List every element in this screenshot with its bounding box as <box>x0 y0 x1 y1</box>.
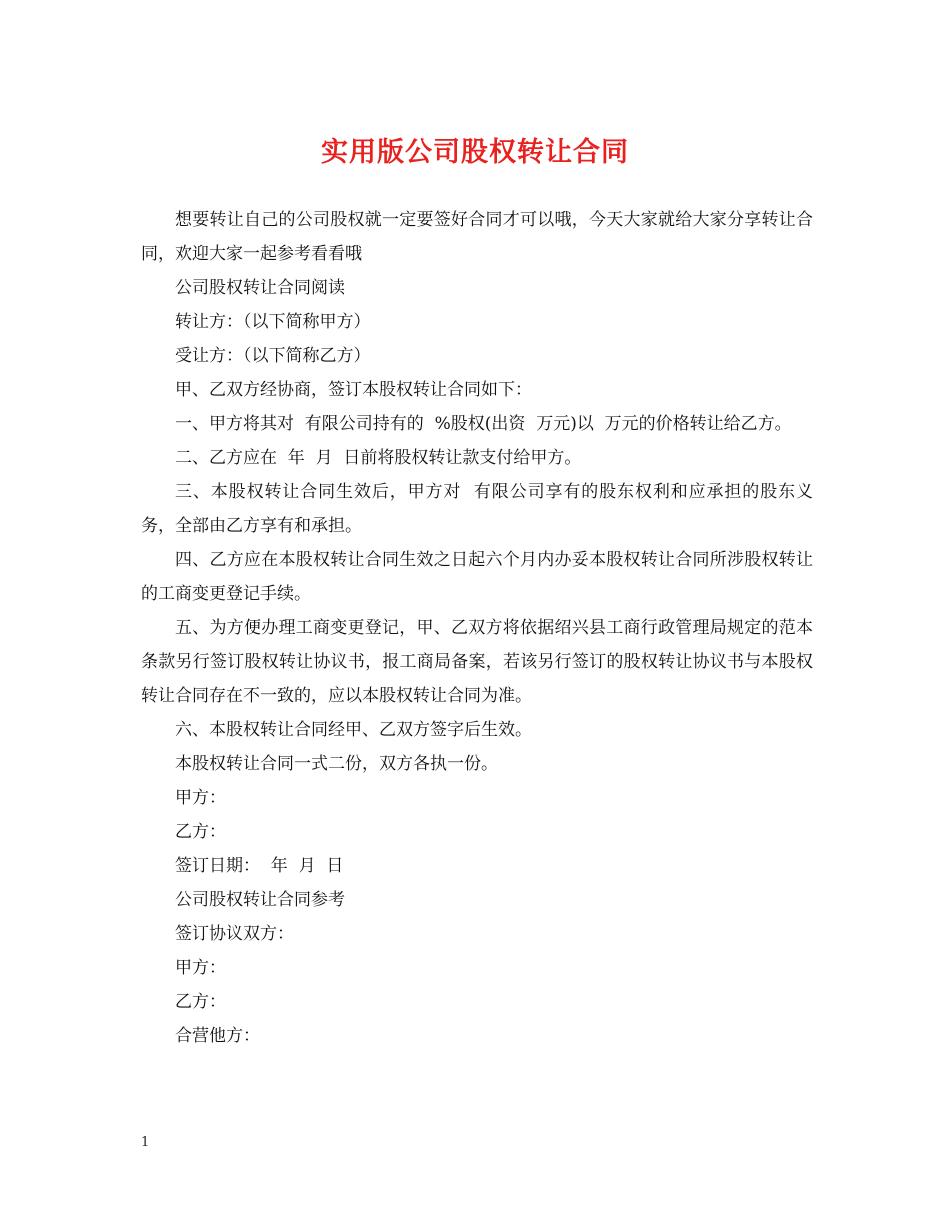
paragraph-clause-2: 二、乙方应在 年 月 日前将股权转让款支付给甲方。 <box>175 448 582 468</box>
paragraph-reference-heading: 公司股权转让合同参考 <box>175 890 345 910</box>
paragraph-clause-4: 四、乙方应在本股权转让合同生效之日起六个月内办妥本股权转让合同所涉股权转让的工商变更登记手续。 <box>141 550 813 604</box>
paragraph-agreement-preamble: 甲、乙双方经协商，签订本股权转让合同如下： <box>175 380 532 400</box>
paragraph-transferee: 受让方：（以下简称乙方） <box>175 346 371 366</box>
document-title: 实用版公司股权转让合同 <box>321 137 629 168</box>
paragraph-transferor: 转让方：（以下简称甲方） <box>175 312 371 332</box>
signing-date-line: 签订日期： 年 月 日 <box>175 856 344 876</box>
paragraph-clause-1: 一、甲方将其对 有限公司持有的 %股权(出资 万元)以 万元的价格转让给乙方。 <box>175 414 792 434</box>
paragraph-intro: 想要转让自己的公司股权就一定要签好合同才可以哦，今天大家就给大家分享转让合同，欢迎大家一起参考看看哦 <box>141 210 813 264</box>
paragraph-clause-6: 六、本股权转让合同经甲、乙双方签字后生效。 <box>175 720 532 740</box>
party-a-signature-line: 甲方： <box>175 788 226 808</box>
page-number: 1 <box>141 1135 150 1150</box>
paragraph-clause-5: 五、为方便办理工商变更登记，甲、乙双方将依据绍兴县工商行政管理局规定的范本条款另行签订股权转让协议书，报工商局备案，若该另行签订的股权转让协议书与本股权转让合同存在不一致的，应以本股权转让合同为准。 <box>141 618 813 706</box>
party-a-line: 甲方： <box>175 958 226 978</box>
party-b-line: 乙方： <box>175 992 226 1012</box>
document-body <box>141 203 813 1053</box>
paragraph-clause-3: 三、本股权转让合同生效后，甲方对 有限公司享有的股东权利和应承担的股东义务，全部由乙方享有和承担。 <box>141 482 813 536</box>
joint-venture-party-line: 合营他方： <box>175 1026 260 1046</box>
party-b-signature-line: 乙方： <box>175 822 226 842</box>
paragraph-signing-parties: 签订协议双方： <box>175 924 294 944</box>
paragraph-copies: 本股权转让合同一式二份，双方各执一份。 <box>175 754 498 774</box>
paragraph-section-heading: 公司股权转让合同阅读 <box>175 278 345 298</box>
